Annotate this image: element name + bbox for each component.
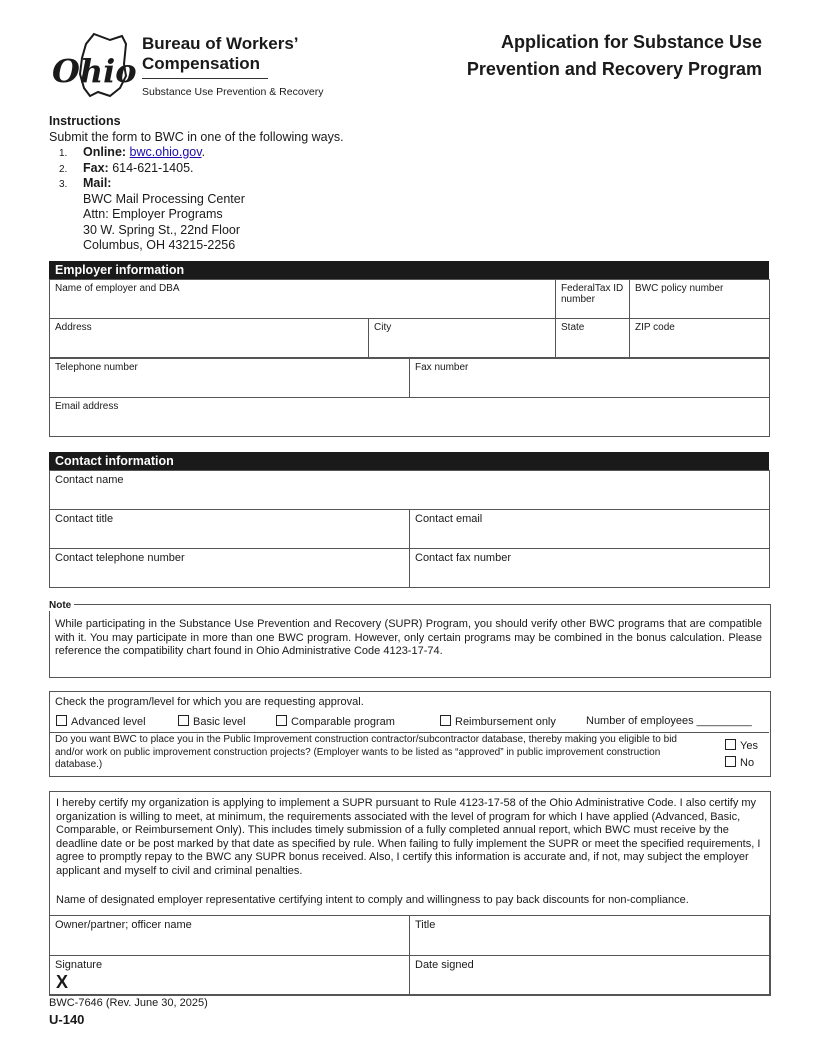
certification-text: I hereby certify my organization is applying to implement a SUPR pursuant to Rule 4123-17-58 of the Ohio Administrative Code. I also certify my organization is willing to meet, at minimum, the requirements associated with the level of program for which I have applied (Advanced, Basic, Comparable, or Reimbursement Only). This includes timely submission of a fully completed annual report, which BWC must receive by the deadline date or be post marked by that date as specified by rule. When failing to fully implement the SUPR or meet the specified requirements, I agree to promptly repay to the BWC any SUPR bonus received. Also, I certify this information is accurate and, if not, may subject the employer applicant and myself to civil and criminal penalties. bbox=[56, 797, 761, 877]
advanced-checkbox[interactable] bbox=[56, 715, 67, 726]
method-online: 1. Online: bwc.ohio.gov. bbox=[59, 145, 206, 159]
form-title-line-2: Prevention and Recovery Program bbox=[466, 59, 762, 79]
state-field[interactable]: State bbox=[556, 319, 630, 358]
fax-field[interactable]: Fax number bbox=[410, 359, 770, 398]
brand-line-1: Bureau of Workers’ bbox=[142, 34, 299, 53]
employer-section-header: Employer information bbox=[49, 261, 769, 279]
employer-name-field[interactable]: Name of employer and DBA bbox=[50, 280, 556, 319]
option-advanced[interactable]: Advanced level bbox=[56, 715, 146, 728]
program-question: Check the program/level for which you are requesting approval. bbox=[55, 696, 364, 708]
form-title-line-1: Application for Substance Use bbox=[500, 32, 762, 52]
number-of-employees-field[interactable]: Number of employees _________ bbox=[586, 715, 752, 727]
contact-telephone-field[interactable]: Contact telephone number bbox=[50, 549, 410, 588]
brand-line-2: Compensation bbox=[142, 54, 261, 73]
contact-section-header: Contact information bbox=[49, 452, 769, 470]
telephone-field[interactable]: Telephone number bbox=[50, 359, 410, 398]
email-field[interactable]: Email address bbox=[50, 398, 770, 437]
address-field[interactable]: Address bbox=[50, 319, 369, 358]
employer-information-section bbox=[49, 261, 769, 437]
brand-subtitle: Substance Use Prevention & Recovery bbox=[142, 86, 324, 98]
yes-checkbox[interactable] bbox=[725, 739, 736, 750]
no-checkbox[interactable] bbox=[725, 756, 736, 767]
option-basic[interactable]: Basic level bbox=[178, 715, 246, 728]
title-field[interactable]: Title bbox=[410, 916, 770, 956]
city-field[interactable]: City bbox=[369, 319, 556, 358]
ppic-yes-option[interactable]: Yes bbox=[725, 739, 758, 752]
mail-address: BWC Mail Processing Center Attn: Employer Programs 30 W. Spring St., 22nd Floor Columbus, OH 43215-2256 bbox=[83, 191, 245, 252]
bwc-policy-number-field[interactable]: BWC policy number bbox=[630, 280, 770, 319]
designated-representative-text: Name of designated employer representative certifying intent to comply and willingness to pay back discounts for non-compliance. bbox=[56, 894, 689, 906]
instructions bbox=[49, 114, 769, 254]
contact-title-field[interactable]: Contact title bbox=[50, 510, 410, 549]
federal-tax-id-field[interactable]: FederalTax ID number bbox=[556, 280, 630, 319]
contact-fax-field[interactable]: Contact fax number bbox=[410, 549, 770, 588]
bwc-website-link[interactable]: bwc.ohio.gov bbox=[129, 145, 202, 159]
basic-checkbox[interactable] bbox=[178, 715, 189, 726]
option-comparable[interactable]: Comparable program bbox=[276, 715, 395, 728]
contact-name-field[interactable]: Contact name bbox=[50, 471, 770, 510]
signature-table bbox=[49, 915, 770, 995]
owner-officer-name-field[interactable]: Owner/partner; officer name bbox=[50, 916, 410, 956]
note-label: Note bbox=[46, 600, 74, 611]
note-text: While participating in the Substance Use Prevention and Recovery (SUPR) Program, you should verify other BWC programs that are compatible with it. You may participate in more than one BWC program. However, only certain programs may be combined in the bonus calculation. Please reference the compatibility chart found in Ohio Administrative Code 4123-17-74. bbox=[55, 618, 762, 657]
contact-email-field[interactable]: Contact email bbox=[410, 510, 770, 549]
method-fax: 2. Fax: 614-621-1405. bbox=[59, 160, 194, 175]
instructions-intro: Submit the form to BWC in one of the following ways. bbox=[49, 129, 344, 144]
contact-information-section bbox=[49, 452, 769, 588]
form-code: U-140 bbox=[49, 1012, 85, 1027]
form-id: BWC-7646 (Rev. June 30, 2025) bbox=[49, 997, 208, 1009]
option-reimbursement[interactable]: Reimbursement only bbox=[440, 715, 556, 728]
method-mail: 3. Mail: BWC Mail Processing Center Attn: Employer Programs 30 W. Spring St., 22nd Floor Columbus, OH 43215-2256 bbox=[83, 176, 769, 254]
signature-field[interactable]: Signature bbox=[50, 956, 410, 995]
comparable-checkbox[interactable] bbox=[276, 715, 287, 726]
ohio-map-icon bbox=[50, 30, 140, 105]
ppic-question: Do you want BWC to place you in the Public Improvement construction contractor/subcontractor database, thereby making you eligible to bid and/or work on public improvement construction projects? (Employer wants to be listed as “approved” in public improvement construction database.) bbox=[55, 734, 677, 770]
signature-x-mark: X bbox=[56, 972, 69, 992]
date-signed-field[interactable]: Date signed bbox=[410, 956, 770, 995]
instructions-heading: Instructions bbox=[49, 114, 121, 128]
ohio-script-text: Ohio bbox=[52, 52, 137, 90]
zip-code-field[interactable]: ZIP code bbox=[630, 319, 770, 358]
ppic-no-option[interactable]: No bbox=[725, 756, 754, 769]
program-divider bbox=[49, 732, 769, 733]
reimbursement-checkbox[interactable] bbox=[440, 715, 451, 726]
brand-divider bbox=[142, 78, 268, 79]
